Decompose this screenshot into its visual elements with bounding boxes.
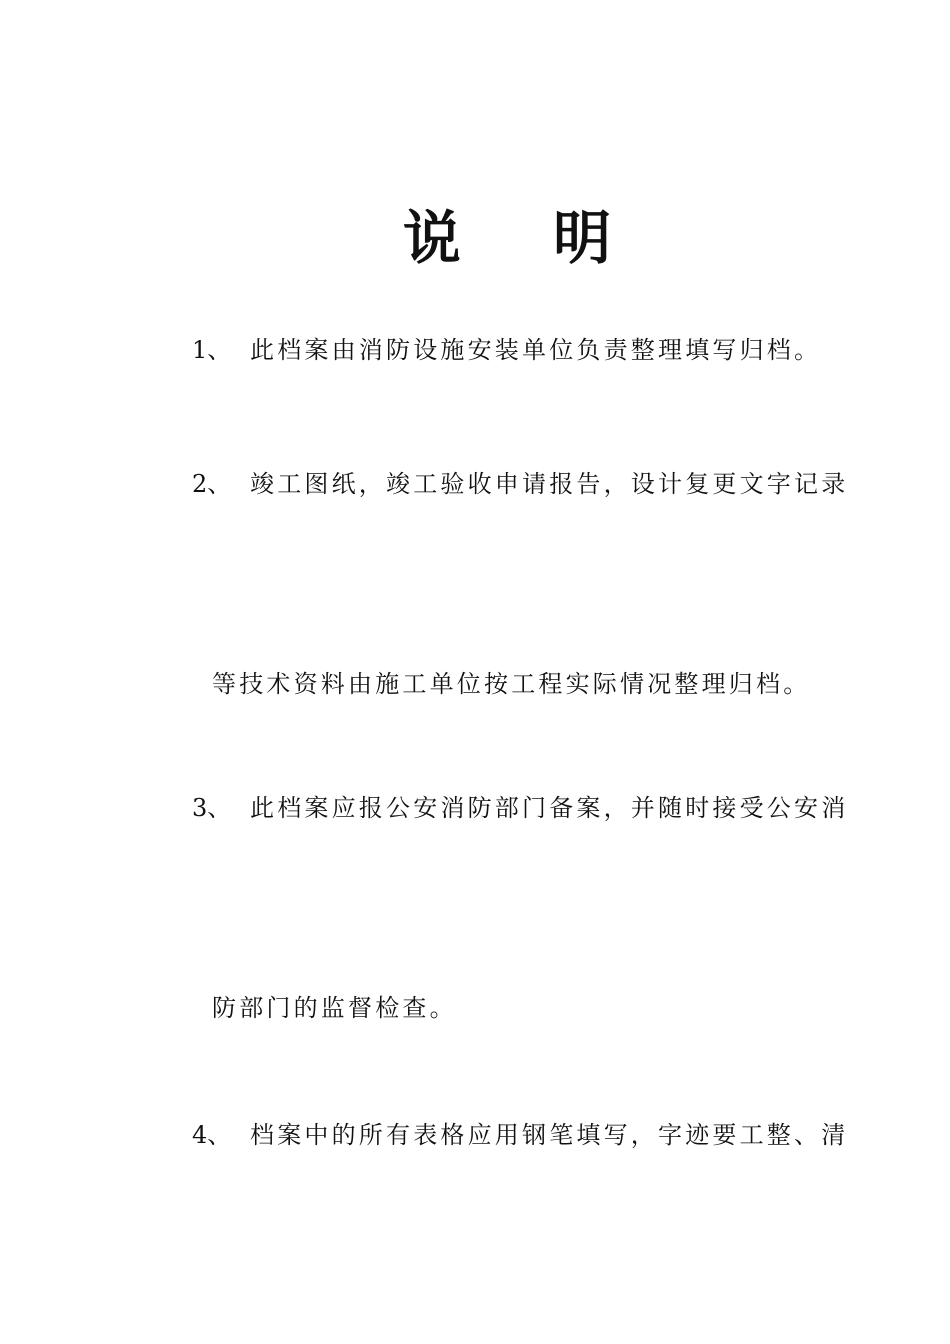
item-text-continued: 等技术资料由施工单位按工程实际情况整理归档。 <box>212 670 811 698</box>
page-title: 说 明 <box>402 204 648 272</box>
item-text-continued: 防部门的监督检查。 <box>212 994 457 1022</box>
item-number: 2、 <box>192 470 232 498</box>
item-number: 1、 <box>192 336 232 364</box>
item-text: 此档案应报公安消防部门备案，并随时接受公安消 <box>250 794 849 822</box>
item-number: 4、 <box>192 1121 232 1149</box>
item-text: 此档案由消防设施安装单位负责整理填写归档。 <box>250 336 822 364</box>
item-number: 3、 <box>192 794 232 822</box>
item-text: 竣工图纸，竣工验收申请报告，设计复更文字记录 <box>250 470 849 498</box>
item-text: 档案中的所有表格应用钢笔填写，字迹要工整、清 <box>250 1121 849 1149</box>
